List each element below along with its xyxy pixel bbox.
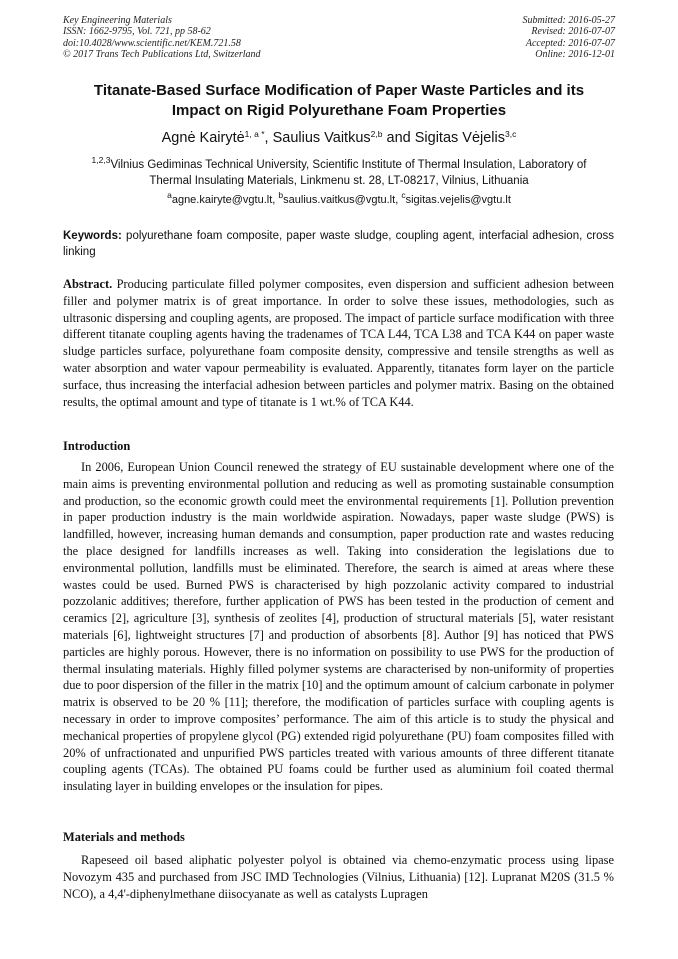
affiliation — [63, 157, 615, 189]
author-sup: 1, a * — [244, 129, 265, 139]
date-revised: Revised: 2016-07-07 — [531, 26, 615, 38]
email-link[interactable]: saulius.vaitkus@vgtu.lt — [283, 194, 396, 206]
abstract — [63, 276, 614, 410]
author-sup: 2,b — [370, 129, 383, 139]
journal-doi: doi:10.4028/www.scientific.net/KEM.721.58 — [63, 37, 241, 49]
email-sep: , — [395, 194, 402, 206]
author-name: Sigitas Vėjelis — [414, 130, 505, 146]
methods-paragraph: Rapeseed oil based aliphatic polyester polyol is obtained via chemo-enzymatic process using lipase Novozym 435 and purchased from JSC IMD Technologies (Vilnius, Lithuania) [12]. Lupranat M20S (31.5 % NCO), a 4,4'-diphenylmethane diisocyanate as well as catalysts Lupragen — [63, 853, 614, 901]
paper-title — [63, 81, 615, 120]
abstract-text: Producing particulate filled polymer composites, even dispersion and sufficient adhesion between filler and polymer matrix is of great importance. In order to solve these issues, methodologies, such as ultrasonic dispersing and coupling agents, are proposed. The impact of particle surface modification with three different titanate coupling agents having the tradenames of TCA L44, TCA L38 and TCA K44 on paper waste sludge particles surface, polyurethane foam composite density, compressive and tensile strengths as well as water absorption and water vapour permeability is evaluated. Apparently, titanates form layer on the particle surface, thus increasing the interfacial adhesion between particles and polymer matrix. Basing on the obtained results, the optimal amount and type of titanate is 1 wt.% of TCA K44. — [63, 277, 614, 409]
journal-copyright: © 2017 Trans Tech Publications Ltd, Switzerland — [63, 48, 261, 60]
date-online: Online: 2016-12-01 — [535, 48, 615, 60]
email-link[interactable]: agne.kairyte@vgtu.lt — [171, 194, 273, 206]
email-link[interactable]: sigitas.vejelis@vgtu.lt — [405, 194, 511, 206]
title-line-1: Titanate-Based Surface Modification of Paper Waste Particles and its — [93, 82, 585, 99]
keywords-label: Keywords: — [63, 230, 122, 242]
email-sup: b — [278, 190, 284, 200]
methods-body — [63, 852, 614, 902]
author-sep: and — [382, 130, 415, 146]
author-sup: 3,c — [505, 129, 517, 139]
email-sup: a — [167, 190, 172, 200]
author-sep: , — [264, 130, 273, 146]
abstract-label: Abstract. — [63, 277, 113, 291]
date-submitted: Submitted: 2016-05-27 — [522, 15, 615, 26]
title-line-2: Impact on Rigid Polyurethane Foam Properties — [171, 101, 507, 119]
keywords-text: polyurethane foam composite, paper waste sludge, coupling agent, interfacial adhesion, cross linking — [63, 230, 614, 258]
affiliation-line-2: Thermal Insulating Materials, Linkmenu st. 28, LT-08217, Vilnius, Lithuania — [149, 175, 529, 187]
methods-heading: Materials and methods — [63, 830, 185, 844]
introduction-paragraph: In 2006, European Union Council renewed the strategy of EU sustainable development where one of the main aims is preventing environmental pollution and reducing as well as promoting sustainable consumption and production, so the economic growth could meet the environmental requirements [1]. Pollution prevention in paper production industry is the main worldwide aspiration. Nowadays, paper waste sludge (PWS) is landfilled, however, increasing human demands and consumption, paper production rate and wastes reducing the place designed for landfills increases as well. Taking into consideration the legislations due to environmental pollution, landfills must be eliminated. Therefore, the search is aimed at areas where these wastes could be used. Burned PWS is characterised by high pozzolanic activity compared to industrial pozzolanic additives; therefore, further application of PWS has been tested in the production of cement and ceramics [2], agriculture [3], synthesis of zeolites [4], production of structural materials [5], water resistant materials [6], lightweight structures [7] and production of absorbents [8]. Author [9] has noticed that PWS particles are highly porous. However, there is no information on possibility to use PWS for the production of thermal insulating materials. Highly filled polymer systems are characterised by non-uniformity of properties due to poor dispersion of the filler in the matrix [10] and the optimum amount of calcium carbonate in polymer matrix is observed to be 20 % [11]; therefore, the modification of particles surface with coupling agents is necessary in order to improve composites’ performance. The aim of this article is to study the physical and mechanical properties of propylene glycol (PG) extended rigid polyurethane (PU) foam composites filled with 20% of unfractionated and unpurified PWS particles treated with various amounts of three different titanate coupling agents (TCAs). The obtained PU foams could be further used as aluminium foil coated thermal insulating layer in building envelopes or the insulation for pipes. — [63, 460, 614, 794]
author-emails — [63, 192, 615, 208]
email-sup: c — [401, 190, 406, 200]
keywords — [63, 228, 614, 260]
journal-info — [63, 15, 363, 60]
author-name: Agnė Kairytė — [161, 130, 245, 146]
date-accepted: Accepted: 2016-07-07 — [525, 37, 615, 49]
introduction-heading: Introduction — [63, 439, 131, 453]
publication-dates — [415, 15, 615, 60]
journal-issn: ISSN: 1662-9795, Vol. 721, pp 58-62 — [63, 26, 211, 38]
affiliation-sup: 1,2,3 — [91, 155, 111, 165]
author-list — [40, 129, 638, 147]
author-name: Saulius Vaitkus — [272, 130, 371, 146]
introduction-body — [63, 459, 614, 795]
journal-name: Key Engineering Materials — [63, 15, 172, 26]
email-sep: , — [272, 194, 279, 206]
affiliation-line-1: Vilnius Gediminas Technical University, Scientific Institute of Thermal Insulation, Laboratory of — [110, 159, 587, 171]
